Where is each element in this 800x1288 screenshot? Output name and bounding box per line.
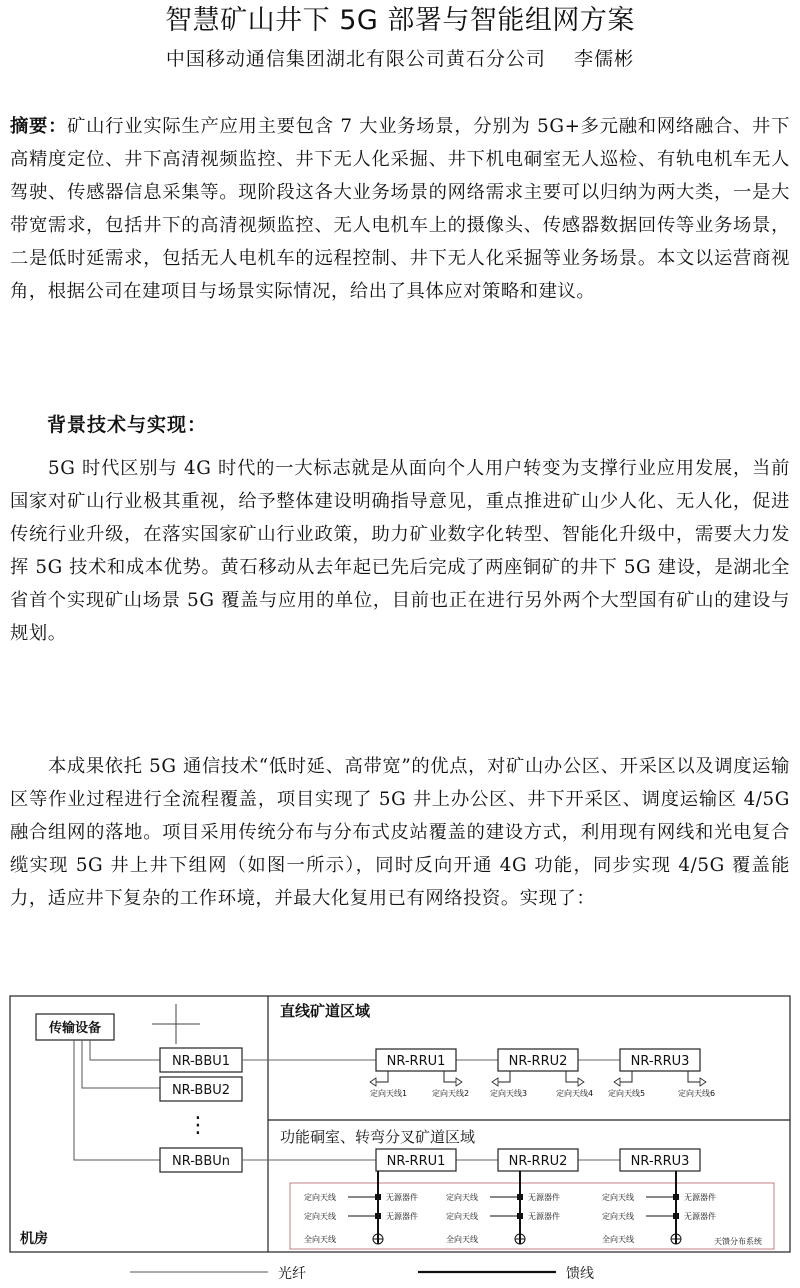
- das-dir-3b: 定向天线: [602, 1212, 634, 1221]
- rru-bottom-label-3: NR-RRU3: [630, 1154, 690, 1169]
- das-dir-1a: 定向天线: [304, 1193, 336, 1202]
- region-label-chamber: 功能硐室、转弯分叉矿道区域: [280, 1128, 476, 1146]
- rru-bottom-label-1: NR-RRU1: [386, 1154, 446, 1169]
- bbu-label-2: NR-BBU2: [171, 1083, 231, 1098]
- section-heading: 背景技术与实现：: [47, 414, 208, 436]
- das-passive-3a: 无源器件: [684, 1193, 716, 1202]
- body-paragraph-1: 5G 时代区别与 4G 时代的一大标志就是从面向个人用户转变为支撑行业应用发展，当前国家对矿山行业极其重视，给予整体建设明确指导意见，重点推进矿山少人化、无人化，促进传统行业升级，在落实国家矿山行业政策，助力矿业数字化转型、智能化升级中，需要大力发挥 5G 技术和成本优势。黄石移动从去年起已先后完成了两座铜矿的井下 5G 建设，是湖北全省首个实现矿山场景 5G 覆盖与应用的单位，目前也正在进行另外两个大型国有矿山的建设与规划。: [10, 458, 790, 644]
- transport-label: 传输设备: [48, 1021, 102, 1036]
- room-label: 机房: [20, 1231, 48, 1247]
- body-paragraph-2: 本成果依托 5G 通信技术“低时延、高带宽”的优点，对矿山办公区、开采区以及调度运输区等作业过程进行全流程覆盖，项目实现了 5G 井上办公区、井下开采区、调度运输区 4/5G 融合组网的落地。项目采用传统分布与分布式皮站覆盖的建设方式，利用现有网线和光电复合缆实现 5G 井上井下组网（如图一所示），同时反向开通 4G 功能，同步实现 4/5G 覆盖能力，适应井下复杂的工作环境，并最大化复用已有网络投资。实现了：: [10, 756, 790, 909]
- rru-top-label-1: NR-RRU1: [386, 1054, 446, 1069]
- das-omni-1: 全向天线: [304, 1235, 336, 1244]
- abstract-label: 摘要：: [10, 116, 68, 137]
- abstract: [10, 110, 790, 308]
- das-passive-1b: 无源器件: [386, 1212, 418, 1221]
- das-passive-3b: 无源器件: [684, 1212, 716, 1221]
- abstract-text: 矿山行业实际生产应用主要包含 7 大业务场景，分别为 5G+多元融和网络融合、井下高精度定位、井下高清视频监控、井下无人化采掘、井下机电硐室无人巡检、有轨电机车无人驾驶、传感器信息采集等。现阶段这各大业务场景的网络需求主要可以归纳为两大类，一是大带宽需求，包括井下的高清视频监控、无人电机车上的摄像头、传感器数据回传等业务场景，二是低时延需求，包括无人电机车的远程控制、井下无人化采掘等业务场景。本文以运营商视角，根据公司在建项目与场景实际情况，给出了具体应对策略和建议。: [10, 116, 790, 302]
- das-dir-1b: 定向天线: [304, 1212, 336, 1221]
- bbu-ellipsis: ⋮: [187, 1113, 209, 1138]
- antenna-label-4: 定向天线4: [556, 1089, 594, 1098]
- antenna-label-3: 定向天线3: [490, 1089, 528, 1098]
- antenna-label-1: 定向天线1: [370, 1089, 408, 1098]
- das-passive-2a: 无源器件: [528, 1193, 560, 1202]
- bbu-label-n: NR-BBUn: [171, 1154, 231, 1169]
- rru-top-label-2: NR-RRU2: [508, 1054, 568, 1069]
- paper-title: 智慧矿山井下 5G 部署与智能组网方案: [165, 5, 635, 36]
- legend-fiber-label: 光纤: [278, 1266, 306, 1282]
- das-dir-2b: 定向天线: [446, 1212, 478, 1221]
- network-diagram: [0, 990, 800, 1288]
- das-system-label: 天馈分布系统: [714, 1237, 762, 1246]
- author-line: 中国移动通信集团湖北有限公司黄石分公司 李儒彬: [165, 48, 635, 70]
- antenna-label-2: 定向天线2: [432, 1089, 470, 1098]
- das-dir-2a: 定向天线: [446, 1193, 478, 1202]
- rru-bottom-label-2: NR-RRU2: [508, 1154, 568, 1169]
- region-label-straight: 直线矿道区域: [280, 1002, 371, 1020]
- das-passive-1a: 无源器件: [386, 1193, 418, 1202]
- legend-feeder-label: 馈线: [566, 1266, 594, 1282]
- rru-top-label-3: NR-RRU3: [630, 1054, 690, 1069]
- das-omni-2: 全向天线: [446, 1235, 478, 1244]
- antenna-label-6: 定向天线6: [678, 1089, 716, 1098]
- bbu-label-1: NR-BBU1: [171, 1054, 231, 1069]
- antenna-label-5: 定向天线5: [608, 1089, 646, 1098]
- das-passive-2b: 无源器件: [528, 1212, 560, 1221]
- das-omni-3: 全向天线: [602, 1235, 634, 1244]
- das-dir-3a: 定向天线: [602, 1193, 634, 1202]
